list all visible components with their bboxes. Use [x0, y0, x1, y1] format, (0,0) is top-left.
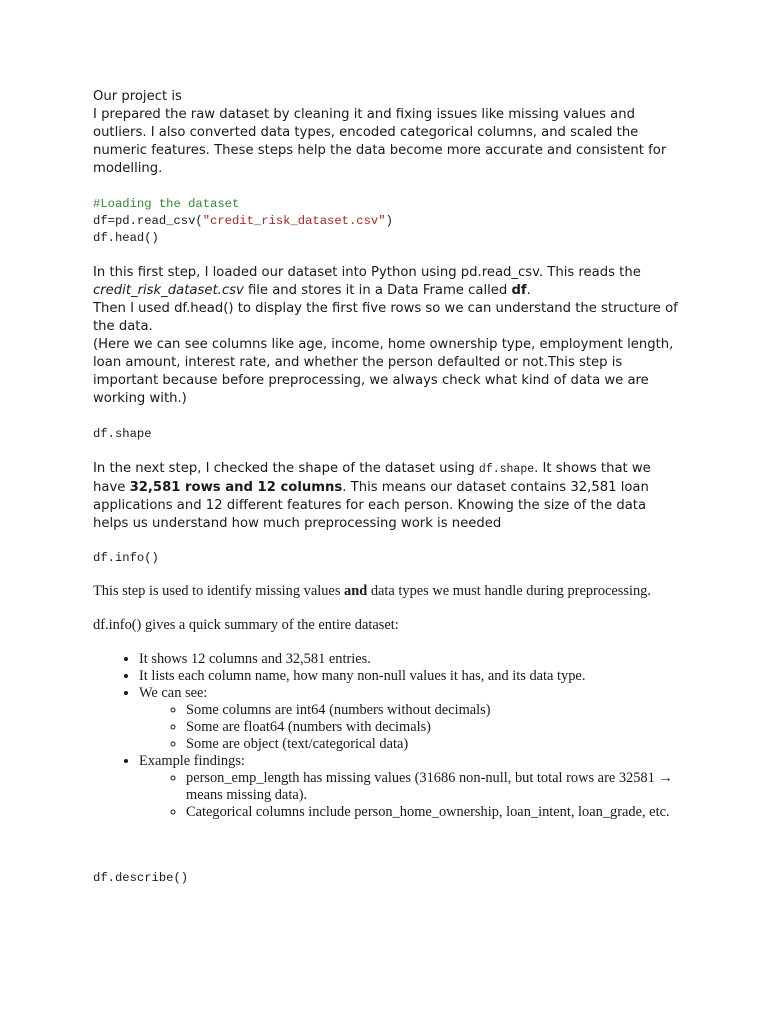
code-head: df.head() [93, 231, 159, 245]
code-shape: df.shape [93, 427, 152, 441]
sub-list-item [186, 770, 683, 804]
list-item-text: It lists each column name, how many non-null values it has, and its data type. [139, 668, 586, 684]
code-read-csv [93, 213, 683, 230]
list-item [139, 753, 683, 821]
code-describe: df.describe() [93, 871, 189, 885]
step1-note: (Here we can see columns like age, income, home ownership type, employment length, loan amount, interest rate, and whether the person defaulted or not.This step is important because before preprocessing, we always check what kind of data we are working with.) [93, 337, 674, 406]
step2-paragraph [93, 460, 683, 533]
step1-text-c: . [526, 283, 531, 298]
list-item-text: We can see: [139, 685, 208, 701]
list-item [139, 651, 683, 668]
step1-filename: credit_risk_dataset.csv [93, 283, 244, 298]
list-item [139, 668, 683, 685]
code-info-block [93, 550, 683, 567]
code-suffix: ) [385, 214, 393, 228]
list-item [139, 685, 683, 753]
sub-list-item-text: Some columns are int64 (numbers without decimals) [186, 702, 491, 718]
step1-paragraph [93, 264, 683, 300]
step1-head-text: Then I used df.head() to display the first five rows so we can understand the structure of the data. [93, 301, 678, 334]
sub-list-item-text: Categorical columns include person_home_ownership, loan_intent, loan_grade, etc. [186, 804, 670, 820]
sub-list-item [186, 702, 683, 719]
code-info: df.info() [93, 551, 159, 565]
step1-text-b: file and stores it in a Data Frame called [243, 283, 512, 298]
sub-list [139, 770, 683, 821]
sub-list-item [186, 736, 683, 753]
sub-list [139, 702, 683, 753]
step3-bold: and [344, 583, 368, 599]
findings-list [93, 651, 683, 821]
code-comment: #Loading the dataset [93, 197, 240, 211]
list-item-text: Example findings: [139, 753, 245, 769]
sub-list-item-text: Some are float64 (numbers with decimals) [186, 719, 431, 735]
sub-list-item [186, 719, 683, 736]
step3-paragraph [93, 583, 683, 600]
step2-text-b: . It shows that we have [93, 461, 651, 495]
step3-text-b: data types we must handle during preprocessing. [367, 583, 651, 599]
step1-df: df [511, 283, 527, 298]
code-describe-block [93, 870, 683, 887]
step3-section [93, 583, 683, 821]
step3-summary: df.info() gives a quick summary of the entire dataset: [93, 617, 399, 633]
sub-list-item-text: Some are object (text/categorical data) [186, 736, 409, 752]
step1-text-a: In this first step, I loaded our dataset into Python using pd.read_csv. This reads the [93, 265, 641, 280]
step2-inline-code: df.shape [478, 463, 535, 476]
step3-text-a: This step is used to identify missing values [93, 583, 345, 599]
step2-bold: 32,581 rows and 12 columns [129, 480, 343, 495]
code-string: "credit_risk_dataset.csv" [202, 214, 386, 228]
step2-text-c: . This means our dataset contains 32,581 loan applications and 12 different features for each person. Knowing the size of the data helps us understand how much preprocessing work is needed [93, 480, 649, 531]
sub-list-item-text: person_emp_length has missing values (31686 non-null, but total rows are 32581 → means missing data). [186, 770, 673, 803]
list-item-text: It shows 12 columns and 32,581 entries. [139, 651, 371, 667]
intro-section [93, 88, 683, 178]
intro-line: Our project is [93, 89, 182, 104]
code-load-block [93, 196, 683, 247]
code-prefix: df=pd.read_csv( [93, 214, 203, 228]
code-shape-block [93, 426, 683, 443]
sub-list-item [186, 804, 683, 821]
step1-section [93, 264, 683, 408]
step2-text-a: In the next step, I checked the shape of the dataset using [93, 461, 479, 476]
step2-section [93, 460, 683, 533]
intro-paragraph: I prepared the raw dataset by cleaning it and fixing issues like missing values and outliers. I also converted data types, encoded categorical columns, and scaled the numeric features. These steps help the data become more accurate and consistent for modelling. [93, 107, 667, 176]
